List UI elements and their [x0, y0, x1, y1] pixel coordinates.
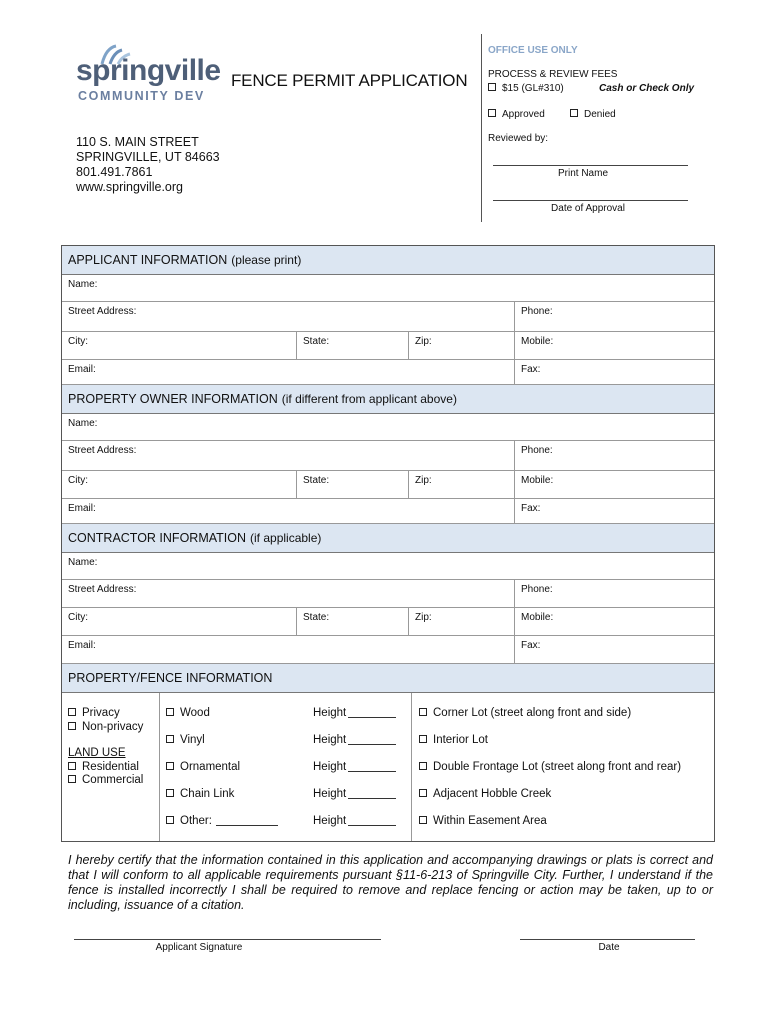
section-title: PROPERTY/FENCE INFORMATION: [68, 671, 273, 685]
residential-checkbox[interactable]: [68, 762, 76, 770]
height-field[interactable]: [313, 815, 396, 827]
height-input[interactable]: [348, 761, 396, 772]
applicant-phone-field[interactable]: [514, 302, 714, 331]
lot-checkbox[interactable]: [419, 708, 427, 716]
fax-label: Fax:: [521, 503, 541, 514]
owner-state-field[interactable]: [296, 471, 408, 498]
owner-street-field[interactable]: [62, 441, 514, 470]
state-label: State:: [303, 612, 330, 623]
non-privacy-checkbox[interactable]: [68, 722, 76, 730]
date-line[interactable]: [520, 939, 695, 940]
contractor-section-header: [62, 524, 714, 553]
fence-section-header: [62, 664, 714, 693]
material-label: Ornamental: [180, 761, 241, 773]
applicant-street-field[interactable]: [62, 302, 514, 331]
address-line: SPRINGVILLE, UT 84663: [76, 150, 220, 164]
privacy-option[interactable]: [68, 707, 159, 721]
material-label: Wood: [180, 707, 210, 719]
lot-label: Interior Lot: [433, 734, 488, 746]
address-line: 801.491.7861: [76, 165, 153, 179]
contractor-city-field[interactable]: [62, 608, 296, 635]
address-line: 110 S. MAIN STREET: [76, 135, 199, 149]
logo-word: springville: [76, 54, 221, 87]
city-label: City:: [68, 336, 88, 347]
address-block: [76, 135, 220, 195]
print-name-line[interactable]: [493, 165, 688, 166]
applicant-email-row: [62, 360, 714, 385]
logo: [76, 44, 221, 104]
height-label: Height: [313, 815, 347, 827]
material-option[interactable]: [166, 734, 205, 746]
lot-option[interactable]: [419, 761, 681, 773]
name-label: Name:: [68, 279, 98, 290]
privacy-label: Privacy: [82, 707, 120, 719]
city-label: City:: [68, 475, 88, 486]
lot-label: Adjacent Hobble Creek: [433, 788, 552, 800]
fence-info-grid: [62, 693, 714, 841]
lot-option[interactable]: [419, 788, 551, 800]
height-field[interactable]: [313, 788, 396, 800]
height-input[interactable]: [348, 734, 396, 745]
owner-mobile-field[interactable]: [514, 471, 714, 498]
material-option[interactable]: [166, 761, 240, 773]
applicant-email-field[interactable]: [62, 360, 514, 384]
contractor-street-field[interactable]: [62, 580, 514, 607]
zip-label: Zip:: [415, 475, 432, 486]
denied-option[interactable]: [570, 109, 616, 120]
non-privacy-option[interactable]: [68, 721, 159, 735]
approval-date-line[interactable]: [493, 200, 688, 201]
owner-fax-field[interactable]: [514, 499, 714, 523]
applicant-address-row: [62, 302, 714, 332]
owner-address-row: [62, 441, 714, 471]
material-option[interactable]: [166, 788, 234, 800]
applicant-city-row: [62, 332, 714, 360]
commercial-label: Commercial: [82, 774, 144, 786]
section-subtitle: (if applicable): [250, 531, 322, 545]
land-use-heading: LAND USE: [68, 747, 126, 759]
section-title: CONTRACTOR INFORMATION: [68, 531, 247, 545]
page-title: FENCE PERMIT APPLICATION: [231, 71, 468, 90]
applicant-mobile-field[interactable]: [514, 332, 714, 359]
print-name-label: Print Name: [557, 168, 608, 179]
phone-label: Phone:: [521, 584, 553, 595]
city-label: City:: [68, 612, 88, 623]
section-subtitle: (please print): [231, 253, 302, 267]
section-title: APPLICANT INFORMATION: [68, 253, 228, 267]
material-label: Other:: [180, 815, 212, 827]
zip-label: Zip:: [415, 612, 432, 623]
contractor-address-row: [62, 580, 714, 608]
material-label: Chain Link: [180, 788, 235, 800]
name-label: Name:: [68, 557, 98, 568]
payment-note: Cash or Check Only: [599, 83, 695, 94]
logo-sub: COMMUNITY DEV: [78, 89, 205, 103]
height-label: Height: [313, 734, 347, 746]
material-option[interactable]: [166, 707, 210, 719]
state-label: State:: [303, 475, 330, 486]
street-label: Street Address:: [68, 584, 137, 595]
contractor-email-row: [62, 636, 714, 664]
contractor-state-field[interactable]: [296, 608, 408, 635]
reviewed-by-label: Reviewed by:: [488, 133, 549, 144]
contractor-mobile-field[interactable]: [514, 608, 714, 635]
material-option[interactable]: [166, 815, 278, 827]
lot-checkbox[interactable]: [419, 816, 427, 824]
material-checkbox[interactable]: [166, 708, 174, 716]
approved-option[interactable]: [488, 109, 545, 120]
material-checkbox[interactable]: [166, 816, 174, 824]
lot-label: Within Easement Area: [433, 815, 547, 827]
application-form: [61, 245, 715, 842]
height-field[interactable]: [313, 761, 396, 773]
other-material-input[interactable]: [216, 815, 278, 826]
approved-label: Approved: [502, 109, 545, 120]
owner-email-field[interactable]: [62, 499, 514, 523]
owner-city-field[interactable]: [62, 471, 296, 498]
fax-label: Fax:: [521, 640, 541, 651]
email-label: Email:: [68, 503, 96, 514]
material-checkbox[interactable]: [166, 735, 174, 743]
phone-label: Phone:: [521, 445, 553, 456]
mobile-label: Mobile:: [521, 336, 554, 347]
fees-label: PROCESS & REVIEW FEES: [488, 69, 618, 80]
contractor-city-row: [62, 608, 714, 636]
applicant-city-field[interactable]: [62, 332, 296, 359]
commercial-option[interactable]: [68, 774, 159, 788]
street-label: Street Address:: [68, 306, 137, 317]
height-label: Height: [313, 761, 347, 773]
residential-label: Residential: [82, 760, 139, 773]
height-field[interactable]: [313, 707, 396, 719]
email-label: Email:: [68, 364, 96, 375]
owner-section-header: [62, 385, 714, 414]
date-label: Date: [598, 942, 620, 953]
fee-line: [488, 83, 564, 94]
height-field[interactable]: [313, 734, 396, 746]
owner-phone-field[interactable]: [514, 441, 714, 470]
non-privacy-label: Non-privacy: [82, 720, 144, 733]
applicant-signature-label: Applicant Signature: [155, 942, 243, 953]
street-label: Street Address:: [68, 445, 137, 456]
lot-checkbox[interactable]: [419, 789, 427, 797]
office-divider: [481, 34, 482, 222]
applicant-zip-field[interactable]: [408, 332, 514, 359]
applicant-name-row: [62, 275, 714, 302]
height-input[interactable]: [348, 815, 396, 826]
owner-email-row: [62, 499, 714, 524]
website-link[interactable]: www.springville.org: [76, 180, 183, 194]
zip-label: Zip:: [415, 336, 432, 347]
height-label: Height: [313, 788, 347, 800]
owner-name-row: [62, 414, 714, 441]
height-input[interactable]: [348, 788, 396, 799]
owner-city-row: [62, 471, 714, 499]
privacy-checkbox[interactable]: [68, 708, 76, 716]
applicant-fax-field[interactable]: [514, 360, 714, 384]
applicant-signature-line[interactable]: [74, 939, 381, 940]
material-label: Vinyl: [180, 734, 205, 746]
lot-option[interactable]: [419, 734, 488, 746]
applicant-state-field[interactable]: [296, 332, 408, 359]
lot-option[interactable]: [419, 815, 547, 827]
lot-checkbox[interactable]: [419, 762, 427, 770]
lot-label: Corner Lot (street along front and side): [433, 707, 632, 719]
contractor-phone-field[interactable]: [514, 580, 714, 607]
fence-type-column: [62, 693, 159, 841]
approved-checkbox[interactable]: [488, 109, 496, 117]
section-title: PROPERTY OWNER INFORMATION: [68, 392, 278, 406]
height-input[interactable]: [348, 707, 396, 718]
denied-checkbox[interactable]: [570, 109, 578, 117]
owner-name-field[interactable]: [62, 414, 714, 440]
material-column: [159, 693, 411, 841]
fee-amount: $15 (GL#310): [502, 83, 564, 94]
contractor-name-field[interactable]: [62, 553, 714, 579]
fax-label: Fax:: [521, 364, 541, 375]
applicant-name-field[interactable]: [62, 275, 714, 301]
office-heading: OFFICE USE ONLY: [488, 45, 578, 56]
mobile-label: Mobile:: [521, 612, 554, 623]
lot-option[interactable]: [419, 707, 631, 719]
section-subtitle: (if different from applicant above): [281, 392, 457, 406]
contractor-zip-field[interactable]: [408, 608, 514, 635]
owner-zip-field[interactable]: [408, 471, 514, 498]
residential-option[interactable]: [68, 761, 159, 775]
contractor-fax-field[interactable]: [514, 636, 714, 663]
material-checkbox[interactable]: [166, 762, 174, 770]
email-label: Email:: [68, 640, 96, 651]
certification-text: I hereby certify that the information contained in this application and accompanying drawings or plats is correct and that I will conform to all applicable requirements pursuant §11-6-213 of Springville City. Further, I understand if the fence is installed incorrectly I shall be required to remove and replace fencing or action may be taken, up to or including, issuance of a citation.: [68, 853, 713, 912]
lot-label: Double Frontage Lot (street along front and rear): [433, 761, 682, 773]
material-checkbox[interactable]: [166, 789, 174, 797]
mobile-label: Mobile:: [521, 475, 554, 486]
contractor-name-row: [62, 553, 714, 580]
denied-label: Denied: [584, 109, 616, 120]
contractor-email-field[interactable]: [62, 636, 514, 663]
lot-checkbox[interactable]: [419, 735, 427, 743]
approval-date-label: Date of Approval: [551, 203, 625, 214]
lot-type-column: [411, 693, 714, 841]
state-label: State:: [303, 336, 330, 347]
fee-checkbox[interactable]: [488, 83, 496, 91]
name-label: Name:: [68, 418, 98, 429]
applicant-section-header: [62, 246, 714, 275]
commercial-checkbox[interactable]: [68, 775, 76, 783]
height-label: Height: [313, 707, 347, 719]
phone-label: Phone:: [521, 306, 553, 317]
